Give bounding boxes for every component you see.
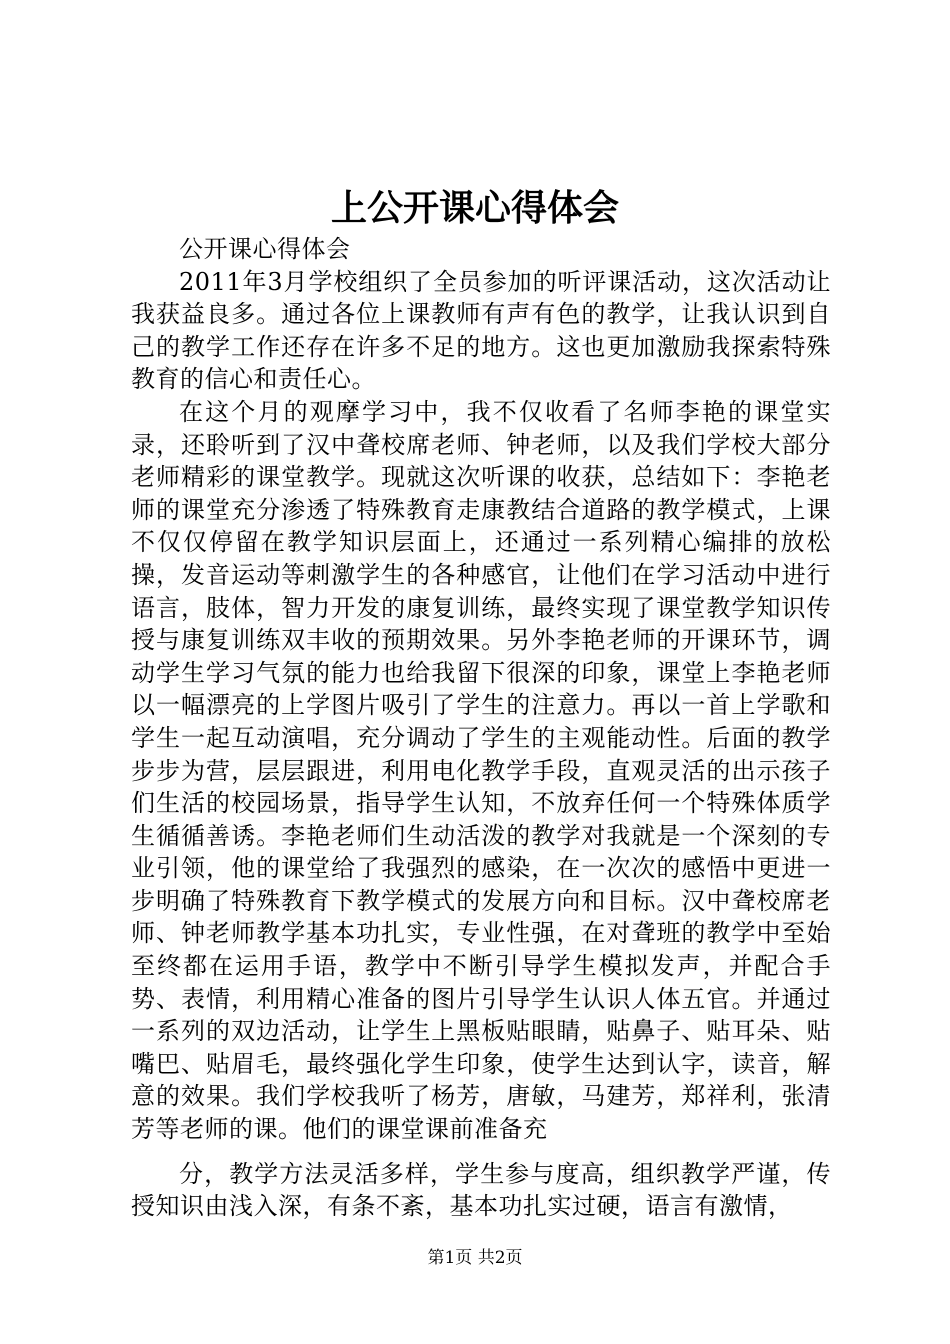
document-body [131, 233, 831, 1223]
paragraph-observation: 在这个月的观摩学习中，我不仅收看了名师李艳的课堂实录，还聆听到了汉中聋校席老师、钟老师，以及我们学校大部分老师精彩的课堂教学。现就这次听课的收获，总结如下：李艳老师的课堂充分渗透了特殊教育走康教结合道路的教学模式，上课不仅仅停留在教学知识层面上，还通过一系列精心编排的放松操，发音运动等刺激学生的各种感官，让他们在学习活动中进行语言，肢体，智力开发的康复训练，最终实现了课堂教学知识传授与康复训练双丰收的预期效果。另外李艳老师的开课环节，调动学生学习气氛的能力也给我留下很深的印象，课堂上李艳老师以一幅漂亮的上学图片吸引了学生的注意力。再以一首上学歌和学生一起互动演唱，充分调动了学生的主观能动性。后面的教学步步为营，层层跟进，利用电化教学手段，直观灵活的出示孩子们生活的校园场景，指导学生认知，不放弃任何一个特殊体质学生循循善诱。李艳老师们生动活泼的教学对我就是一个深刻的专业引领，他的课堂给了我强烈的感染，在一次次的感悟中更进一步明确了特殊教育下教学模式的发展方向和目标。汉中聋校席老师、钟老师教学基本功扎实，专业性强，在对聋班的教学中至始至终都在运用手语，教学中不断引导学生模拟发声，并配合手势、表情，利用精心准备的图片引导学生认识人体五官。并通过一系列的双边活动，让学生上黑板贴眼睛，贴鼻子、贴耳朵、贴嘴巴、贴眉毛，最终强化学生印象，使学生达到认字，读音，解意的效果。我们学校我听了杨芳，唐敏，马建芳，郑祥利，张清芳等老师的课。他们的课堂课前准备充 [131, 397, 831, 1144]
paragraph-intro: 2011年3月学校组织了全员参加的听评课活动，这次活动让我获益良多。通过各位上课教师有声有色的教学，让我认识到自己的教学工作还存在许多不足的地方。这也更加激励我探索特殊教育的信心和责任心。 [131, 267, 831, 394]
document-title: 上公开课心得体会 [330, 187, 619, 229]
page-number-footer: 第1页 共2页 [427, 1248, 523, 1268]
paragraph-subtitle: 公开课心得体会 [179, 235, 351, 263]
paragraph-continuation: 分，教学方法灵活多样，学生参与度高，组织教学严谨，传授知识由浅入深，有条不紊，基本功扎实过硬，语言有激情， [131, 1159, 831, 1221]
